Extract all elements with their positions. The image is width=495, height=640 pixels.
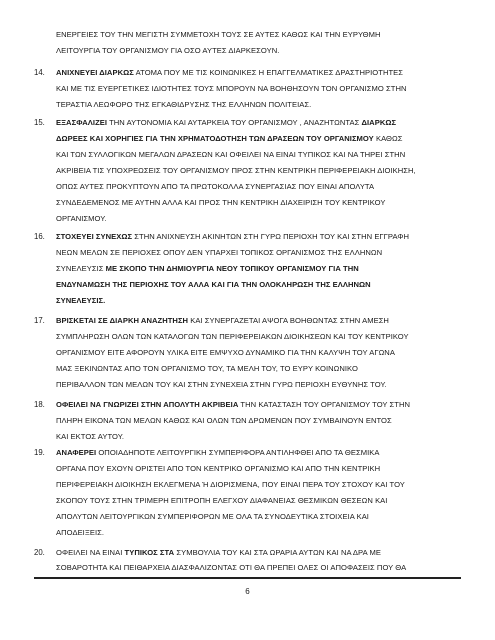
text-segment: ΠΕΡΙΒΑΛΛΟΝ ΤΩΝ ΜΕΛΩΝ ΤΟΥ ΚΑΙ ΣΤΗΝ ΣΥΝΕΧΕΙΑ ΣΤΗΝ ΓΥΡΩ ΠΕΡΙΟΧΗ ΕΥΘΥΝΗΣ ΤΟΥ. — [56, 380, 387, 389]
text-segment: ΚΑΙ ΜΕ ΤΙΣ ΕΥΕΡΓΕΤΙΚΕΣ ΙΔΙΟΤΗΤΕΣ ΤΟΥΣ ΜΠΟΡΟΥΝ ΝΑ ΒΟΗΘΗΣΟΥΝ ΤΟΝ ΟΡΓΑΝΙΣΜΟ ΣΤΗΝ — [56, 84, 407, 93]
text-line — [56, 214, 107, 223]
text-segment: ΠΛΗΡΗ ΕΙΚΟΝΑ ΤΩΝ ΜΕΛΩΝ ΚΑΘΩΣ ΚΑΙ ΟΛΩΝ ΤΩΝ ΔΡΩΜΕΝΩΝ ΠΟΥ ΣΥΜΒΑΙΝΟΥΝ ΕΝΤΟΣ — [56, 416, 392, 425]
text-segment: ΜΑΣ ΞΕΚΙΝΩΝΤΑΣ ΑΠΟ ΤΟΝ ΟΡΓΑΝΙΣΜΟ ΤΟΥ, ΤΑ ΜΕΛΗ ΤΟΥ, ΤΟ ΕΥΡΥ ΚΟΙΝΩΝΙΚΟ — [56, 364, 358, 373]
text-line — [56, 416, 392, 425]
bold-text: ΕΞΑΣΦΑΛΙΖΕΙ — [56, 118, 108, 127]
item-number: 14. — [34, 68, 45, 77]
text-line — [56, 166, 416, 175]
text-segment: ΣΥΜΠΛΗΡΩΣΗ ΟΛΩΝ ΤΩΝ ΚΑΤΑΛΟΓΩΝ ΤΩΝ ΠΕΡΙΦΕΡΕΙΑΚΩΝ ΔΙΟΙΚΗΣΕΩΝ ΚΑΙ ΤΟΥ ΚΕΝΤΡΙΚΟΥ — [56, 332, 409, 341]
item-number: 16. — [34, 232, 45, 241]
bold-text: ΑΝΑΦΕΡΕΙ — [56, 448, 97, 457]
text-line — [56, 496, 387, 505]
text-line — [56, 332, 409, 341]
text-segment: ΟΡΓΑΝΙΣΜΟΥ. — [56, 214, 107, 223]
text-segment: ΕΝΕΡΓΕΙΕΣ ΤΟΥ ΤΗΝ ΜΕΓΙΣΤΗ ΣΥΜΜΕΤΟΧΗ ΤΟΥΣ ΣΕ ΑΥΤΕΣ ΚΑΘΩΣ ΚΑΙ ΤΗΝ ΕΥΡΥΘΜΗ — [56, 30, 381, 39]
bold-text: ΟΦΕΙΛΕΙ ΝΑ ΓΝΩΡΙΖΕΙ ΣΤΗΝ ΑΠΟΛΥΤΗ ΑΚΡΙΒΕΙΑ — [56, 400, 239, 409]
text-segment: ΣΟΒΑΡΟΤΗΤΑ ΚΑΙ ΠΕΙΘΑΡΧΕΙΑ ΔΙΑΣΦΑΛΙΖΟΝΤΑΣ ΟΤΙ ΘΑ ΠΡΕΠΕΙ ΟΛΕΣ ΟΙ ΑΠΟΦΑΣΕΙΣ ΠΟΥ ΘΑ — [56, 563, 407, 572]
text-line — [56, 134, 402, 143]
bold-text: ΤΥΠΙΚΟΣ ΣΤΑ — [124, 548, 175, 557]
text-segment: ΣΤΗΝ ΑΝΙΧΝΕΥΣΗ ΑΚΙΝΗΤΩΝ ΣΤΗ ΓΥΡΩ ΠΕΡΙΟΧΗ ΤΟΥ ΚΑΙ ΣΤΗΝ ΕΓΓΡΑΦΗ — [132, 232, 409, 241]
item-number: 17. — [34, 316, 45, 325]
bold-text: ΔΩΡΕΕΣ ΚΑΙ ΧΟΡΗΓΙΕΣ ΓΙΑ ΤΗΝ ΧΡΗΜΑΤΟΔΟΤΗΣΗ ΤΩΝ ΔΡΑΣΕΩΝ ΤΟΥ ΟΡΓΑΝΙΣΜΟΥ — [56, 134, 374, 143]
bold-text: ΑΝΙΧΝΕΥΕΙ ΔΙΑΡΚΩΣ — [56, 68, 134, 77]
text-line — [56, 248, 382, 257]
text-segment: ΣΥΜΒΟΥΛΙΑ ΤΟΥ ΚΑΙ ΣΤΑ ΩΡΑΡΙΑ ΑΥΤΩΝ ΚΑΙ ΝΑ ΔΡΑ ΜΕ — [174, 548, 381, 557]
text-segment: ΚΑΘΩΣ — [373, 134, 403, 143]
text-line — [56, 118, 396, 127]
text-segment: ΑΠΟΛΥΤΩΝ ΛΕΙΤΟΥΡΓΙΚΩΝ ΣΥΜΠΕΡΙΦΟΡΩΝ ΜΕ ΟΛΑ ΤΑ ΣΥΝΟΔΕΥΤΙΚΑ ΣΤΟΙΧΕΙΑ ΚΑΙ — [56, 512, 369, 521]
text-line — [56, 68, 403, 77]
text-segment: ΟΦΕΙΛΕΙ ΝΑ ΕΙΝΑΙ — [56, 548, 125, 557]
text-line — [56, 528, 104, 537]
text-segment: ΣΥΝΕΛΕΥΣΙΣ — [56, 264, 106, 273]
bold-text: ΕΝΔΥΝΑΜΩΣΗ ΤΗΣ ΠΕΡΙΟΧΗΣ ΤΟΥ ΑΛΛΑ ΚΑΙ ΓΙΑ ΤΗΝ ΟΛΟΚΛΗΡΩΣΗ ΤΗΣ ΕΛΛΗΝΩΝ — [56, 280, 371, 289]
text-segment: ΟΠΩΣ ΑΥΤΕΣ ΠΡΟΚΥΠΤΟΥΝ ΑΠΟ ΤΑ ΠΡΩΤΟΚΟΛΛΑ ΣΥΝΕΡΓΑΣΙΑΣ ΠΟΥ ΕΙΝΑΙ ΑΠΟΛΥΤΑ — [56, 182, 375, 191]
text-line — [56, 480, 405, 489]
item-number: 19. — [34, 448, 45, 457]
text-line — [56, 400, 410, 409]
text-line — [56, 448, 380, 457]
text-line — [56, 198, 386, 207]
text-line — [56, 296, 105, 305]
text-segment: ΚΑΙ ΤΩΝ ΣΥΛΛΟΓΙΚΩΝ ΜΕΓΑΛΩΝ ΔΡΑΣΕΩΝ ΚΑΙ ΟΦΕΙΛΕΙ ΝΑ ΕΙΝΑΙ ΤΥΠΙΚΟΣ ΚΑΙ ΝΑ ΤΗΡΕΙ ΣΤΗΝ — [56, 150, 406, 159]
text-line — [56, 348, 395, 357]
bold-text: ΣΥΝΕΛΕΥΣΙΣ. — [56, 296, 106, 305]
text-segment: ΤΗΝ ΑΥΤΟΝΟΜΙΑ ΚΑΙ ΑΥΤΑΡΚΕΙΑ ΤΟΥ ΟΡΓΑΝΙΣΜΟΥ , ΑΝΑΖΗΤΩΝΤΑΣ — [107, 118, 362, 127]
text-segment: ΠΕΡΙΦΕΡΕΙΑΚΗ ΔΙΟΙΚΗΣΗ ΕΚΛΕΓΜΕΝΑ Ή ΔΙΟΡΙΣΜΕΝΑ, ΠΟΥ ΕΙΝΑΙ ΠΕΡΑ ΤΟΥ ΣΤΟΧΟΥ ΚΑΙ ΤΟΥ — [56, 480, 405, 489]
text-segment: ΟΠΟΙΑΔΗΠΟΤΕ ΛΕΙΤΟΥΡΓΙΚΗ ΣΥΜΠΕΡΙΦΟΡΑ ΑΝΤΙΛΗΦΘΕΙ ΑΠΟ ΤΑ ΘΕΣΜΙΚΑ — [96, 448, 380, 457]
item-number: 15. — [34, 118, 45, 127]
text-line — [56, 512, 369, 521]
text-segment: ΤΕΡΑΣΤΙΑ ΛΕΩΦΟΡΟ ΤΗΣ ΕΓΚΑΘΙΔΡΥΣΗΣ ΤΗΣ ΕΛΛΗΝΩΝ ΠΟΛΙΤΕΙΑΣ. — [56, 100, 312, 109]
text-line — [56, 563, 406, 572]
text-line — [56, 84, 407, 93]
text-segment: ΚΑΙ ΣΥΝΕΡΓΑΖΕΤΑΙ ΑΨΟΓΑ ΒΟΗΘΩΝΤΑΣ ΣΤΗΝ ΑΜΕΣΗ — [188, 316, 389, 325]
page-number: 6 — [245, 587, 250, 596]
text-line — [56, 548, 381, 557]
text-line — [56, 280, 371, 289]
text-line — [56, 464, 380, 473]
footer-rule — [34, 577, 461, 579]
text-line — [56, 316, 389, 325]
bold-text: ΣΤΟΧΕΥΕΙ ΣΥΝΕΧΩΣ — [56, 232, 133, 241]
text-line — [56, 380, 387, 389]
text-segment: ΣΥΝΔΕΔΕΜΕΝΟΣ ΜΕ ΑΥΤΗΝ ΑΛΛΑ ΚΑΙ ΠΡΟΣ ΤΗΝ ΚΕΝΤΡΙΚΗ ΔΙΑΧΕΙΡΙΣΗ ΤΟΥ ΚΕΝΤΡΙΚΟΥ — [56, 198, 386, 207]
bold-text: ΒΡΙΣΚΕΤΑΙ ΣΕ ΔΙΑΡΚΗ ΑΝΑΖΗΤΗΣΗ — [56, 316, 189, 325]
text-line — [56, 182, 374, 191]
item-number: 20. — [34, 548, 45, 557]
text-segment: ΑΤΟΜΑ ΠΟΥ ΜΕ ΤΙΣ ΚΟΙΝΩΝΙΚΕΣ Η ΕΠΑΓΓΕΛΜΑΤΙΚΕΣ ΔΡΑΣΤΗΡΙΟΤΗΤΕΣ — [133, 68, 404, 77]
text-line — [56, 100, 311, 109]
text-segment: ΚΑΙ ΕΚΤΟΣ ΑΥΤΟΥ. — [56, 432, 125, 441]
text-line — [56, 432, 124, 441]
text-segment: ΑΚΡΙΒΕΙΑ ΤΙΣ ΥΠΟΧΡΕΩΣΕΙΣ ΤΟΥ ΟΡΓΑΝΙΣΜΟΥ ΠΡΟΣ ΣΤΗΝ ΚΕΝΤΡΙΚΗ ΠΕΡΙΦΕΡΕΙΑΚΗ ΔΙΟΙΚΗΣΗ, — [56, 166, 416, 175]
text-segment: ΛΕΙΤΟΥΡΓΙΑ ΤΟΥ ΟΡΓΑΝΙΣΜΟΥ ΓΙΑ ΟΣΟ ΑΥΤΕΣ ΔΙΑΡΚΕΣΟΥΝ. — [56, 46, 280, 55]
text-segment: ΝΕΩΝ ΜΕΛΩΝ ΣΕ ΠΕΡΙΟΧΕΣ ΟΠΟΥ ΔΕΝ ΥΠΑΡΧΕΙ ΤΟΠΙΚΟΣ ΟΡΓΑΝΙΣΜΟΣ ΤΗΣ ΕΛΛΗΝΩΝ — [56, 248, 383, 257]
text-line — [56, 264, 359, 273]
text-line — [56, 30, 381, 39]
item-number: 18. — [34, 400, 45, 409]
text-line — [56, 232, 409, 241]
text-line — [56, 364, 358, 373]
text-segment: ΟΡΓΑΝΙΣΜΟΥ ΕΙΤΕ ΑΦΟΡΟΥΝ ΥΛΙΚΑ ΕΙΤΕ ΕΜΨΥΧΟ ΔΥΝΑΜΙΚΟ ΓΙΑ ΤΗΝ ΚΑΛΥΨΗ ΤΟΥ ΑΓΩΝΑ — [56, 348, 395, 357]
text-segment: ΑΠΟΔΕΙΞΕΙΣ. — [56, 528, 105, 537]
text-line — [56, 46, 279, 55]
bold-text: ΜΕ ΣΚΟΠΟ ΤΗΝ ΔΗΜΙΟΥΡΓΙΑ ΝΕΟΥ ΤΟΠΙΚΟΥ ΟΡΓΑΝΙΣΜΟΥ ΓΙΑ ΤΗΝ — [105, 264, 359, 273]
text-segment: ΣΚΟΠΟΥ ΤΟΥΣ ΣΤΗΝ ΤΡΙΜΕΡΗ ΕΠΙΤΡΟΠΗ ΕΛΕΓΧΟΥ ΔΙΑΦΑΝΕΙΑΣ ΘΕΣΜΙΚΩΝ ΘΕΣΕΩΝ ΚΑΙ — [56, 496, 388, 505]
text-line — [56, 150, 405, 159]
text-segment: ΟΡΓΑΝΑ ΠΟΥ ΕΧΟΥΝ ΟΡΙΣΤΕΙ ΑΠΟ ΤΟΝ ΚΕΝΤΡΙΚΟ ΟΡΓΑΝΙΣΜΟ ΚΑΙ ΑΠΟ ΤΗΝ ΚΕΝΤΡΙΚΗ — [56, 464, 381, 473]
bold-text: ΔΙΑΡΚΩΣ — [361, 118, 397, 127]
text-segment: ΤΗΝ ΚΑΤΑΣΤΑΣΗ ΤΟΥ ΟΡΓΑΝΙΣΜΟΥ ΤΟΥ ΣΤΗΝ — [238, 400, 411, 409]
